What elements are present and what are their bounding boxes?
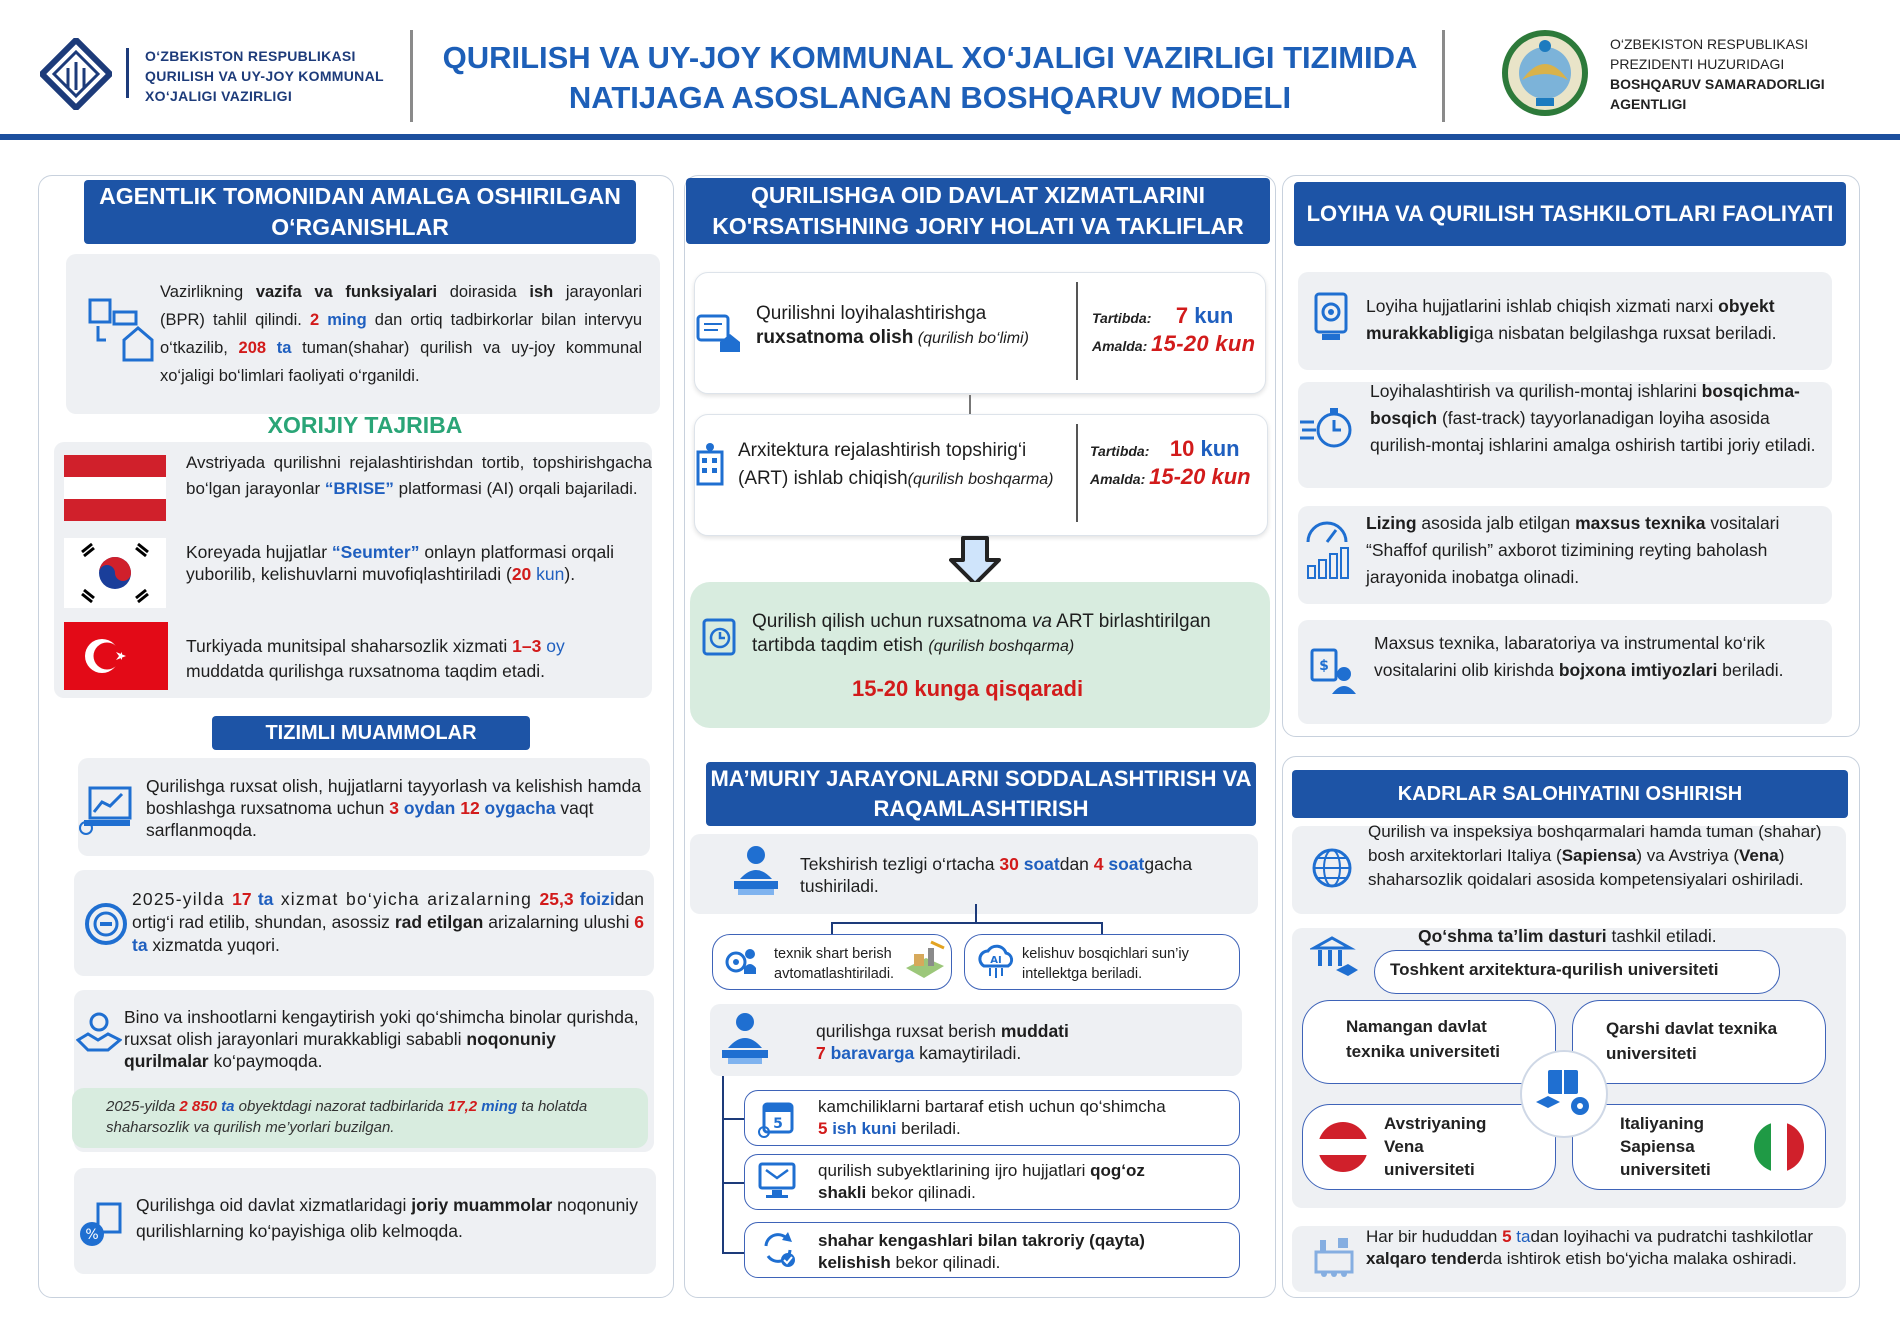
customs-text: Maxsus texnika, labaratoriya va instrumental ko‘rik vositalarini olib kirishda bojxona imtiyozlari beriladi. xyxy=(1374,633,1784,680)
inspector-icon xyxy=(730,843,782,899)
speed-text: Tekshirish tezligi o‘rtacha 30 soatdan 4 soatgacha tushiriladi. xyxy=(800,854,1193,896)
joint-program-text: Qo‘shma ta’lim dasturi tashkil etiladi. xyxy=(1418,926,1717,946)
turkey-flag xyxy=(64,622,168,690)
ai-cloud-icon xyxy=(976,942,1016,982)
foreign-experience-title: XORIJIY TAJRIBA xyxy=(267,412,463,438)
middle-panel-heading: QURILISHGA OID DAVLAT XIZMATLARINI KO'RSATISHNING JORIY HOLATI VA TAKLIFLAR xyxy=(686,178,1270,244)
calendar-icon xyxy=(756,1098,796,1138)
studies-text: Vazirlikning vazifa va funksiyalari doirasida ish jarayonlari (BPR) tahlil qilindi. 2 ming dan ortiq tadbirkorlar bilan intervyu o‘tkazilib, 208 ta tuman(shahar) qurilish va uy-joy kommunal xo‘jaligi bo‘limlari faoliyati o‘rganildi. xyxy=(160,283,643,385)
problem-1-text: Qurilishga ruxsat olish, hujjatlarni tayyorlash va kelishish hamda boshlashga ruxsatnoma uchun 3 oydan 12 oygacha vaqt sarflanmoqda. xyxy=(146,776,642,840)
austria-text: Avstriyada qurilishni rejalashtirishdan tortib, topshirishgacha bo‘lgan jarayonlar “BRISE” platformasi (AI) orqali bajariladi. xyxy=(186,453,652,498)
fast-track-text: Loyihalashtirish va qurilish-montaj ishlarini bosqichma-bosqich (fast-track) tayyorlanadigan loyiha asosida qurilish-montaj ishlarini amalga oshirish tartibi joriy etiladi. xyxy=(1370,381,1816,455)
ministry-name: O‘ZBEKISTON RESPUBLIKASI QURILISH VA UY-JOY KOMMUNAL XO‘JALIGI VAZIRLIGI xyxy=(145,48,384,104)
monitor-mail-icon xyxy=(756,1160,798,1202)
term-text: qurilishga ruxsat berish muddati 7 baravarga kamaytiriladi. xyxy=(816,1021,1069,1063)
rating-growth-icon xyxy=(1302,520,1352,582)
problem-3-text: Bino va inshootlarni kengaytirish yoki qo‘shimcha binolar qurishda, ruxsat olish jarayonlari murakkabligi sababli noqonuniy qurilmalar ko‘paymoqda. xyxy=(124,1007,639,1071)
header-divider-right xyxy=(1442,30,1445,122)
namangan-university-label: Namangan davlat texnika universiteti xyxy=(1346,1017,1501,1061)
violations-note-text: 2025-yilda 2 850 ta obyektdagi nazorat tadbirlarida 17,2 ming ta holatda shaharsozlik va qurilish me’yorlari buzilgan. xyxy=(106,1098,588,1136)
svg-text:%: % xyxy=(85,1227,99,1243)
globe-icon xyxy=(1310,846,1354,890)
education-hub-icon xyxy=(1520,1050,1608,1138)
construction-site-icon xyxy=(902,938,948,980)
proposal-text: Qurilish qilish uchun ruxsatnoma va ART birlashtirilgan tartibda taqdim etish (qurilish boshqarma) xyxy=(752,611,1211,656)
building-icon xyxy=(692,442,728,486)
factory-icon xyxy=(1312,1234,1356,1278)
art-service-text: Arxitektura rejalashtirish topshirig‘i (ART) ishlab chiqish(qurilish boshqarma) xyxy=(738,440,1054,489)
qarshi-university-label: Qarshi davlat texnika universiteti xyxy=(1606,1019,1778,1063)
korea-text: Koreyada hujjatlar “Seumter” onlayn platformasi orqali yuborilib, kelishuvlarni muvofiqlashtiriladi (20 kun). xyxy=(186,542,614,584)
italy-flag-round xyxy=(1754,1122,1804,1172)
logo-divider xyxy=(126,48,129,98)
page-title: QURILISH VA UY-JOY KOMMUNAL XO‘JALIGI VAZIRLIGI TIZIMIDA NATIJAGA ASOSLANGAN BOSHQARUV MODELI xyxy=(442,40,1418,115)
korea-flag xyxy=(64,538,166,608)
handshake-gear-icon xyxy=(76,1010,122,1056)
art-terms: Tartibda: 10 kun Amalda: 15-20 kun xyxy=(1090,436,1251,489)
turkey-text: Turkiyada munitsipal shaharsozlik xizmati 1–3 oy muddatda qurilishga ruxsatnoma taqdim etadi. xyxy=(186,636,565,681)
list-tick-1 xyxy=(722,1118,744,1120)
ai-approval-text: kelishuv bosqichlari sun’iy intellektga beriladi. xyxy=(1022,946,1189,982)
list-spine xyxy=(722,1076,724,1254)
staff-heading: KADRLAR SALOHIYATINI OSHIRISH xyxy=(1292,770,1848,818)
svg-text:$: $ xyxy=(1319,658,1329,674)
tender-text: Har bir hududdan 5 tadan loyihachi va pudratchi tashkilotlar xalqaro tenderda ishtirok etish bo‘yicha malaka oshiradi. xyxy=(1366,1227,1814,1268)
officer-icon xyxy=(720,1010,770,1066)
tech-conditions-text: texnik shart berish avtomatlashtiriladi. xyxy=(774,946,895,982)
percent-document-icon xyxy=(76,1200,126,1250)
target-stop-icon xyxy=(84,902,128,946)
list-tick-2 xyxy=(722,1182,744,1184)
tashkent-university-label: Toshkent arxitektura-qurilish universiteti xyxy=(1390,960,1719,979)
permit-service-text: Qurilishni loyihalashtirishga ruxsatnoma olish (qurilish bo‘limi) xyxy=(756,303,1029,348)
gear-person-icon xyxy=(720,942,760,982)
process-analysis-icon xyxy=(84,296,156,366)
problem-2-text: 2025-yilda 17 ta xizmat bo‘yicha arizalarning 25,3 foizidan ortig‘i rad etilib, shundan, asossiz rad etilgan arizalarning ulushi 6 ta xizmatda yuqori. xyxy=(132,889,644,955)
problem-4-text: Qurilishga oid davlat xizmatlaridagi joriy muammolar noqonuniy qurilishlarning ko‘payishiga olib kelmoqda. xyxy=(136,1195,638,1241)
connector-line xyxy=(969,395,971,415)
extra-days-text: kamchiliklarni bartaraf etish uchun qo‘shimcha 5 ish kuni beriladi. xyxy=(818,1097,1166,1138)
left-panel-heading: AGENTLIK TOMONIDAN AMALGA OSHIRILGAN O‘RGANISHLAR xyxy=(84,180,636,244)
paper-form-text: qurilish subyektlarining ijro hujjatlari qog‘oz shakli bekor qilinadi. xyxy=(818,1161,1145,1202)
leasing-text: Lizing asosida jalb etilgan maxsus texnika vositalari “Shaffof qurilish” axborot tizimining reyting baholash jarayonida inobatga olinadi. xyxy=(1366,513,1780,587)
list-tick-3 xyxy=(722,1252,744,1254)
calendar-number: 5 xyxy=(773,1116,783,1132)
svg-text:AI: AI xyxy=(990,955,1002,966)
austria-flag-round xyxy=(1318,1122,1368,1172)
timer-document-icon xyxy=(698,614,742,658)
timeline-chart-icon xyxy=(78,784,134,836)
austria-flag xyxy=(64,455,166,521)
digitalization-heading: MA’MURIY JARAYONLARNI SODDALASHTIRISH VA RAQAMLASHTIRISH xyxy=(706,762,1256,826)
vienna-university-label: Avstriyaning Vena universiteti xyxy=(1384,1114,1487,1179)
permit-divider xyxy=(1076,282,1078,380)
right-panel-heading: LOYIHA VA QURILISH TASHKILOTLARI FAOLIYATI xyxy=(1294,182,1846,246)
university-graduate-icon xyxy=(1310,934,1358,982)
council-text: shahar kengashlari bilan takroriy (qayta) kelishish bekor qilinadi. xyxy=(818,1231,1145,1272)
permit-terms: Tartibda: 7 kun Amalda: 15-20 kun xyxy=(1092,303,1256,356)
tree-connector xyxy=(975,904,977,924)
proposal-result: 15-20 kunga qisqaradi xyxy=(852,676,1084,701)
tree-branch xyxy=(831,922,1103,924)
pricing-text: Loyiha hujjatlarini ishlab chiqish xizmati narxi obyekt murakkabligiga nisbatan belgilashga ruxsat beriladi. xyxy=(1366,296,1777,343)
agency-name: O‘ZBEKISTON RESPUBLIKASI PREZIDENTI HUZURIDAGI BOSHQARUV SAMARADORLIGI AGENTLIGI xyxy=(1610,36,1825,112)
stopwatch-icon xyxy=(1298,402,1356,452)
page-header xyxy=(0,0,1900,140)
sync-check-icon xyxy=(758,1228,798,1268)
customs-officer-icon xyxy=(1308,646,1358,696)
header-divider-left xyxy=(410,30,413,122)
permit-document-icon xyxy=(694,310,742,354)
art-divider xyxy=(1076,424,1078,522)
systemic-problems-heading: TIZIMLI MUAMMOLAR xyxy=(212,716,530,750)
arrow-down-icon xyxy=(949,536,1001,586)
sapienza-university-label: Italiyaning Sapiensa universiteti xyxy=(1620,1114,1711,1179)
competence-text: Qurilish va inspeksiya boshqarmalari hamda tuman (shahar) bosh arxitektorlari Italiya (Sapiensa) va Avstriya (Vena) shaharsozlik qoidalari asosida kompetensiyalari oshiriladi. xyxy=(1368,822,1822,889)
state-emblem-icon xyxy=(1500,28,1590,118)
doc-settings-icon xyxy=(1308,290,1358,344)
ministry-logo-icon xyxy=(40,38,112,110)
